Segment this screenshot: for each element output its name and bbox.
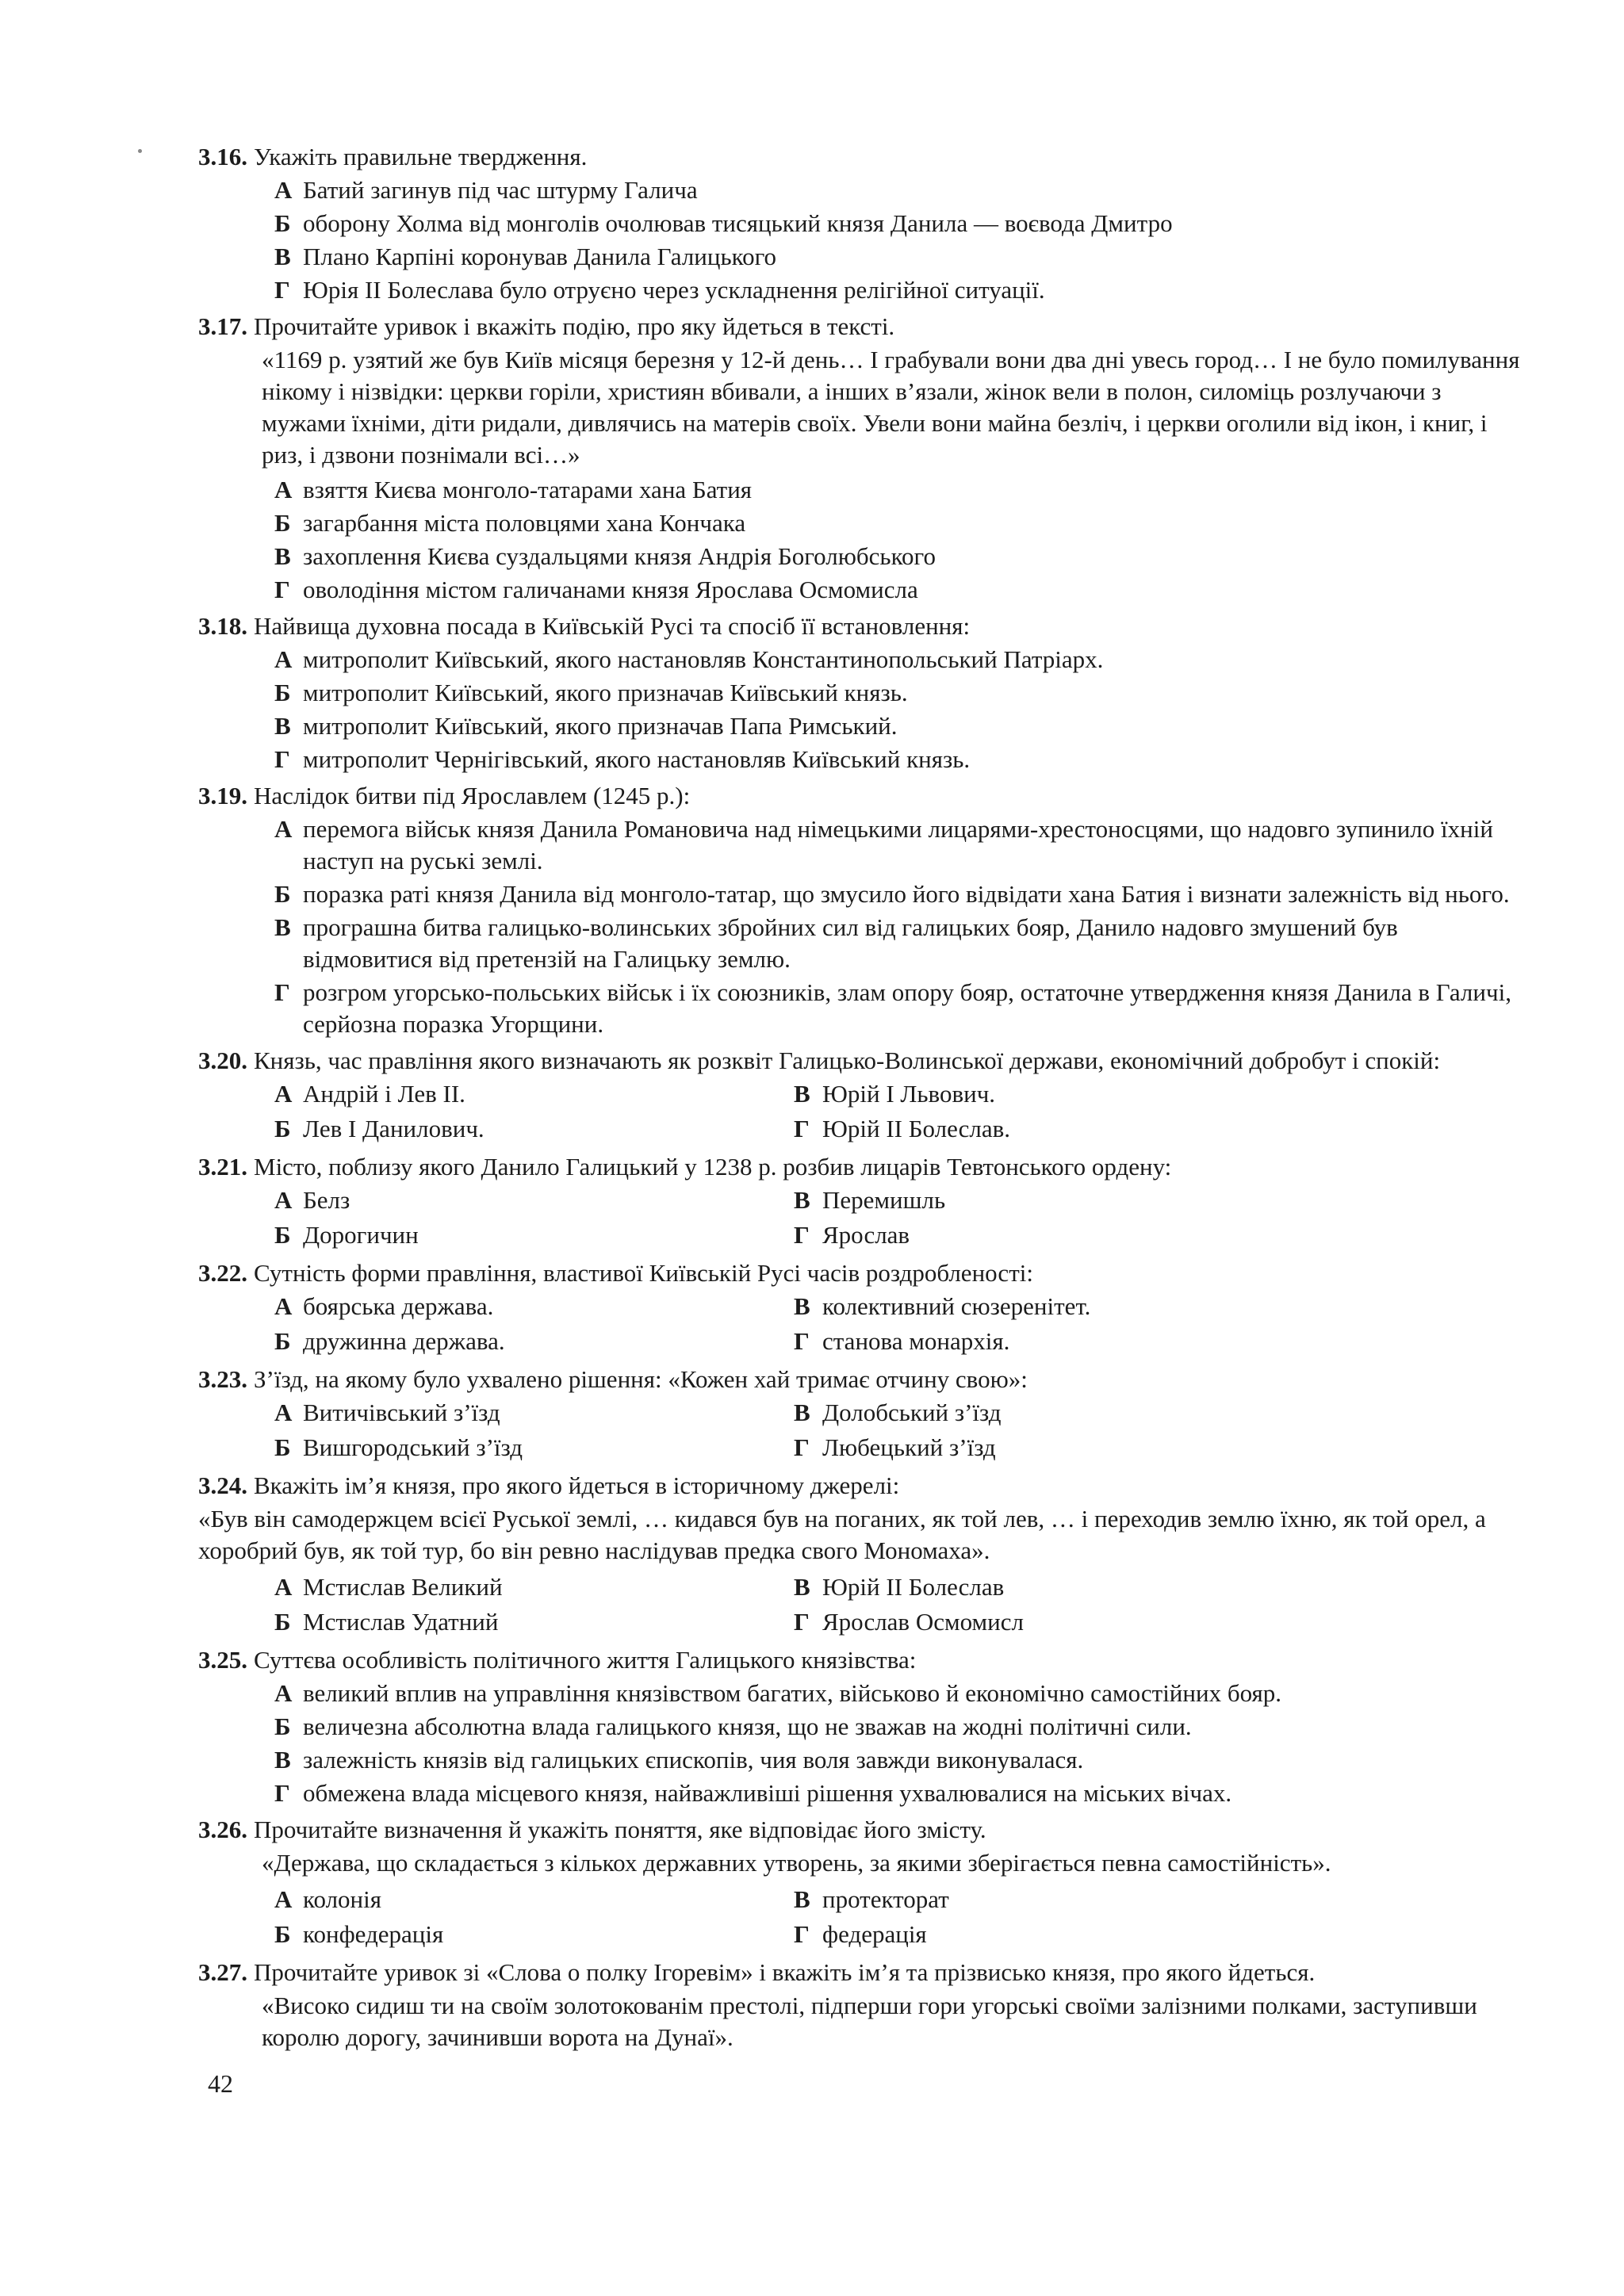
option-letter: В bbox=[274, 243, 291, 270]
option-text: перемога військ князя Данила Романовича над німецькими лицарями-хрестоносцями, що надовго зупинило їхній наступ на руські землі. bbox=[303, 815, 1493, 874]
question-3-26 bbox=[198, 1814, 1529, 1952]
answer-options-grid bbox=[198, 1183, 1529, 1253]
answer-option bbox=[794, 1571, 1270, 1603]
question-prompt bbox=[198, 311, 1529, 342]
answer-options bbox=[198, 644, 1529, 775]
option-letter: Б bbox=[274, 679, 291, 706]
question-text: Суттєва особливість політичного життя Галицького князівства: bbox=[254, 1646, 917, 1674]
option-text: розгром угорсько-польських військ і їх союзників, злам опору бояр, остаточне утвердження князя Данила в Галичі, серйозна поразка Угорщини. bbox=[303, 978, 1511, 1038]
option-text: Андрій і Лев II. bbox=[303, 1080, 465, 1108]
question-3-21 bbox=[198, 1151, 1529, 1253]
question-number: 3.20. bbox=[198, 1047, 247, 1074]
question-number: 3.27. bbox=[198, 1958, 247, 1986]
option-text: залежність князів від галицьких єпископів, чия воля завжди виконувалася. bbox=[303, 1746, 1084, 1774]
option-letter: А bbox=[274, 1292, 293, 1320]
answer-option bbox=[274, 744, 1529, 775]
question-text: Найвища духовна посада в Київській Русі та спосіб її встановлення: bbox=[254, 612, 971, 640]
option-text: Белз bbox=[303, 1186, 350, 1214]
question-3-25 bbox=[198, 1644, 1529, 1809]
option-letter: Г bbox=[274, 576, 290, 603]
question-quote: «1169 р. узятий же був Київ місяця березня у 12-й день… І грабували вони два дні увесь город… І не було помилування нікому і нізвідки: церкви горіли, християн вбивали, а інших в’язали, жінок вели в полон, силоміць розлучаючи з мужами їхніми, діти ридали, дивлячись на матерів своїх. Увели вони майна безліч, і церкви оголили від ікон, і книг, і риз, і дзвони познімали всі…» bbox=[262, 346, 1520, 469]
question-text: З’їзд, на якому було ухвалено рішення: «Кожен хай тримає отчину свою»: bbox=[254, 1365, 1028, 1393]
option-letter: Б bbox=[274, 209, 291, 237]
option-text: Плано Карпіні коронував Данила Галицького bbox=[303, 243, 777, 270]
answer-options-grid bbox=[198, 1289, 1529, 1359]
option-letter: Г bbox=[274, 978, 290, 1006]
answer-option bbox=[794, 1291, 1270, 1322]
question-3-24 bbox=[198, 1470, 1529, 1640]
option-text: Любецький з’їзд bbox=[822, 1433, 996, 1461]
answer-option bbox=[794, 1184, 1270, 1216]
answer-option bbox=[274, 574, 1529, 606]
question-3-16 bbox=[198, 141, 1529, 306]
option-letter: В bbox=[274, 913, 291, 941]
option-text: Юрій II Болеслав bbox=[822, 1573, 1005, 1601]
option-text: Юрій І Львович. bbox=[822, 1080, 996, 1108]
answer-option bbox=[274, 1219, 794, 1251]
option-letter: А bbox=[274, 1399, 293, 1426]
answer-option bbox=[274, 710, 1529, 742]
answer-option bbox=[794, 1219, 1270, 1251]
option-text: Батий загинув під час штурму Галича bbox=[303, 176, 698, 204]
option-letter: В bbox=[274, 712, 291, 740]
answer-option bbox=[274, 1397, 794, 1429]
question-number: 3.21. bbox=[198, 1153, 247, 1181]
option-text: поразка раті князя Данила від монголо-татар, що змусило його відвідати хана Батия і визнати залежність від нього. bbox=[303, 880, 1510, 908]
option-text: захоплення Києва суздальцями князя Андрія Боголюбського bbox=[303, 542, 936, 570]
option-text: обмежена влада місцевого князя, найважливіші рішення ухвалювалися на міських вічах. bbox=[303, 1779, 1232, 1807]
option-text: величезна абсолютна влада галицького князя, що не зважав на жодні політичні сили. bbox=[303, 1712, 1192, 1740]
option-text: Ярослав Осмомисл bbox=[822, 1608, 1024, 1636]
option-letter: Б bbox=[274, 1221, 291, 1249]
option-letter: А bbox=[274, 1573, 293, 1601]
option-letter: А bbox=[274, 476, 293, 503]
option-letter: В bbox=[794, 1573, 810, 1601]
question-number: 3.16. bbox=[198, 143, 247, 170]
answer-option bbox=[274, 1678, 1529, 1709]
answer-option bbox=[274, 541, 1529, 572]
answer-option bbox=[794, 1113, 1270, 1145]
option-text: Дорогичин bbox=[303, 1221, 419, 1249]
answer-option bbox=[274, 1744, 1529, 1776]
option-text: Вишгородський з’їзд bbox=[303, 1433, 523, 1461]
option-letter: Г bbox=[794, 1433, 810, 1461]
option-text: Юрія II Болеслава було отруєно через ускладнення релігійної ситуації. bbox=[303, 276, 1045, 304]
question-number: 3.17. bbox=[198, 312, 247, 340]
answer-option bbox=[274, 174, 1529, 206]
answer-option bbox=[274, 813, 1529, 877]
option-letter: Б bbox=[274, 1608, 291, 1636]
option-letter: Б bbox=[274, 1433, 291, 1461]
option-letter: Г bbox=[274, 1779, 290, 1807]
option-text: боярська держава. bbox=[303, 1292, 494, 1320]
option-text: Юрій II Болеслав. bbox=[822, 1115, 1010, 1142]
option-text: великий вплив на управління князівством багатих, військово й економічно самостійних бояр. bbox=[303, 1679, 1282, 1707]
question-text: Сутність форми правління, властивої Київській Русі часів роздробленості: bbox=[254, 1259, 1033, 1287]
question-prompt bbox=[198, 1364, 1529, 1395]
answer-options-grid bbox=[198, 1077, 1529, 1146]
answer-option bbox=[794, 1432, 1270, 1464]
answer-option bbox=[274, 912, 1529, 975]
option-letter: В bbox=[794, 1399, 810, 1426]
option-text: митрополит Київський, якого призначав Папа Римський. bbox=[303, 712, 898, 740]
option-text: колективний сюзеренітет. bbox=[822, 1292, 1091, 1320]
question-text: Князь, час правління якого визначають як розквіт Галицько-Волинської держави, економічний добробут і спокій: bbox=[254, 1047, 1441, 1074]
option-text: загарбання міста половцями хана Кончака bbox=[303, 509, 746, 537]
option-text: Долобський з’їзд bbox=[822, 1399, 1002, 1426]
question-prompt bbox=[198, 1045, 1529, 1077]
option-letter: А bbox=[274, 815, 293, 843]
question-3-27 bbox=[198, 1957, 1529, 2053]
answer-options-grid bbox=[198, 1570, 1529, 1640]
question-3-18 bbox=[198, 610, 1529, 775]
question-3-20 bbox=[198, 1045, 1529, 1146]
question-quote: «Був він самодержцем всієї Руської землі, … кидався був на поганих, як той лев, … і переходив землю їхню, як той орел, а хоробрий був, як той тур, бо він ревно наслідував предка свого Мономаха». bbox=[198, 1505, 1486, 1564]
answer-option bbox=[274, 677, 1529, 709]
option-letter: А bbox=[274, 1679, 293, 1707]
answer-options-grid bbox=[198, 1882, 1529, 1952]
option-text: оборону Холма від монголів очолював тисяцький князя Данила — воєвода Дмитро bbox=[303, 209, 1173, 237]
question-number: 3.22. bbox=[198, 1259, 247, 1287]
answer-option bbox=[274, 474, 1529, 506]
option-letter: Г bbox=[274, 276, 290, 304]
option-text: взяття Києва монголо-татарами хана Батия bbox=[303, 476, 753, 503]
question-prompt bbox=[198, 1151, 1529, 1183]
question-text: Місто, поблизу якого Данило Галицький у 1238 р. розбив лицарів Тевтонського ордену: bbox=[254, 1153, 1172, 1181]
option-letter: В bbox=[794, 1885, 810, 1913]
option-text: колонія bbox=[303, 1885, 382, 1913]
question-number: 3.24. bbox=[198, 1471, 247, 1499]
question-prompt bbox=[198, 1470, 1529, 1502]
question-text: Укажіть правильне твердження. bbox=[254, 143, 588, 170]
scan-speck bbox=[138, 149, 142, 153]
answer-option bbox=[274, 1711, 1529, 1743]
question-prompt bbox=[198, 1644, 1529, 1676]
answer-option bbox=[274, 507, 1529, 539]
question-text: Вкажіть ім’я князя, про якого йдеться в історичному джерелі: bbox=[254, 1471, 900, 1499]
answer-options bbox=[198, 1678, 1529, 1809]
question-prompt bbox=[198, 1257, 1529, 1289]
option-letter: В bbox=[794, 1292, 810, 1320]
question-prompt bbox=[198, 1957, 1529, 1988]
option-text: конфедерація bbox=[303, 1920, 444, 1948]
option-text: Витичівський з’їзд bbox=[303, 1399, 500, 1426]
answer-option bbox=[794, 1884, 1270, 1915]
option-text: протекторат bbox=[822, 1885, 949, 1913]
option-letter: В bbox=[794, 1186, 810, 1214]
question-3-17 bbox=[198, 311, 1529, 606]
option-letter: Г bbox=[794, 1608, 810, 1636]
answer-options bbox=[198, 813, 1529, 1040]
question-text: Наслідок битви під Ярославлем (1245 р.): bbox=[254, 782, 691, 809]
page-number: 42 bbox=[208, 2069, 233, 2098]
answer-option bbox=[274, 1606, 794, 1638]
answer-option bbox=[274, 1113, 794, 1145]
option-text: Мстислав Удатний bbox=[303, 1608, 499, 1636]
question-prompt bbox=[198, 1814, 1529, 1846]
answer-options bbox=[198, 174, 1529, 306]
question-number: 3.23. bbox=[198, 1365, 247, 1393]
answer-option bbox=[274, 208, 1529, 239]
answer-option bbox=[274, 1777, 1529, 1809]
option-letter: Г bbox=[274, 745, 290, 773]
answer-option bbox=[794, 1078, 1270, 1110]
option-letter: В bbox=[794, 1080, 810, 1108]
option-letter: А bbox=[274, 1186, 293, 1214]
answer-option bbox=[274, 274, 1529, 306]
option-text: оволодіння містом галичанами князя Ярослава Осмомисла bbox=[303, 576, 918, 603]
question-list bbox=[198, 141, 1529, 2053]
option-letter: Г bbox=[794, 1115, 810, 1142]
question-quote: «Держава, що складається з кількох державних утворень, за якими зберігається певна самостійність». bbox=[262, 1849, 1331, 1877]
option-text: програшна битва галицько-волинських збройних сил від галицьких бояр, Данило надовго змушений був відмовитися від претензій на Галицьку землю. bbox=[303, 913, 1398, 973]
answer-option bbox=[274, 1571, 794, 1603]
option-letter: В bbox=[274, 542, 291, 570]
option-letter: А bbox=[274, 176, 293, 204]
answer-option bbox=[794, 1397, 1270, 1429]
question-text: Прочитайте уривок зі «Слова о полку Ігоревім» і вкажіть ім’я та прізвисько князя, про якого йдеться. bbox=[254, 1958, 1316, 1986]
option-letter: Г bbox=[794, 1221, 810, 1249]
option-letter: В bbox=[274, 1746, 291, 1774]
option-text: станова монархія. bbox=[822, 1327, 1010, 1355]
option-letter: Б bbox=[274, 1712, 291, 1740]
answer-option bbox=[794, 1606, 1270, 1638]
question-quote: «Високо сидиш ти на своїм золотокованім престолі, підперши гори угорські своїми залізними полками, заступивши королю дорогу, зачинивши ворота на Дунаї». bbox=[262, 1992, 1477, 2051]
option-letter: Б bbox=[274, 1115, 291, 1142]
answer-option bbox=[274, 1291, 794, 1322]
option-letter: А bbox=[274, 645, 293, 673]
option-text: митрополит Київський, якого настановляв Константинопольський Патріарх. bbox=[303, 645, 1104, 673]
option-letter: Г bbox=[794, 1920, 810, 1948]
question-3-19 bbox=[198, 780, 1529, 1040]
question-3-22 bbox=[198, 1257, 1529, 1359]
option-text: Ярослав bbox=[822, 1221, 910, 1249]
question-prompt bbox=[198, 610, 1529, 642]
question-3-23 bbox=[198, 1364, 1529, 1465]
option-text: митрополит Київський, якого призначав Київський князь. bbox=[303, 679, 908, 706]
question-number: 3.18. bbox=[198, 612, 247, 640]
answer-option bbox=[274, 1326, 794, 1357]
question-number: 3.26. bbox=[198, 1816, 247, 1843]
answer-option bbox=[274, 241, 1529, 273]
question-prompt bbox=[198, 141, 1529, 173]
question-prompt bbox=[198, 780, 1529, 812]
option-letter: Б bbox=[274, 1327, 291, 1355]
option-text: Перемишль bbox=[822, 1186, 946, 1214]
option-letter: Г bbox=[794, 1327, 810, 1355]
question-text: Прочитайте уривок і вкажіть подію, про яку йдеться в тексті. bbox=[254, 312, 895, 340]
option-letter: А bbox=[274, 1885, 293, 1913]
question-text: Прочитайте визначення й укажіть поняття, яке відповідає його змісту. bbox=[254, 1816, 986, 1843]
answer-option bbox=[274, 977, 1529, 1040]
answer-option bbox=[274, 878, 1529, 910]
answer-option bbox=[274, 1432, 794, 1464]
option-text: федерація bbox=[822, 1920, 927, 1948]
option-letter: А bbox=[274, 1080, 293, 1108]
answer-option bbox=[794, 1919, 1270, 1950]
answer-option bbox=[274, 1184, 794, 1216]
option-text: митрополит Чернігівський, якого настановляв Київський князь. bbox=[303, 745, 971, 773]
question-number: 3.19. bbox=[198, 782, 247, 809]
option-text: дружинна держава. bbox=[303, 1327, 505, 1355]
answer-options-grid bbox=[198, 1395, 1529, 1465]
answer-options bbox=[198, 474, 1529, 606]
answer-option bbox=[274, 1884, 794, 1915]
option-text: Мстислав Великий bbox=[303, 1573, 503, 1601]
answer-option bbox=[274, 1078, 794, 1110]
question-number: 3.25. bbox=[198, 1646, 247, 1674]
option-letter: Б bbox=[274, 509, 291, 537]
option-letter: Б bbox=[274, 880, 291, 908]
option-letter: Б bbox=[274, 1920, 291, 1948]
option-text: Лев І Данилович. bbox=[303, 1115, 485, 1142]
answer-option bbox=[274, 1919, 794, 1950]
answer-option bbox=[274, 644, 1529, 675]
answer-option bbox=[794, 1326, 1270, 1357]
